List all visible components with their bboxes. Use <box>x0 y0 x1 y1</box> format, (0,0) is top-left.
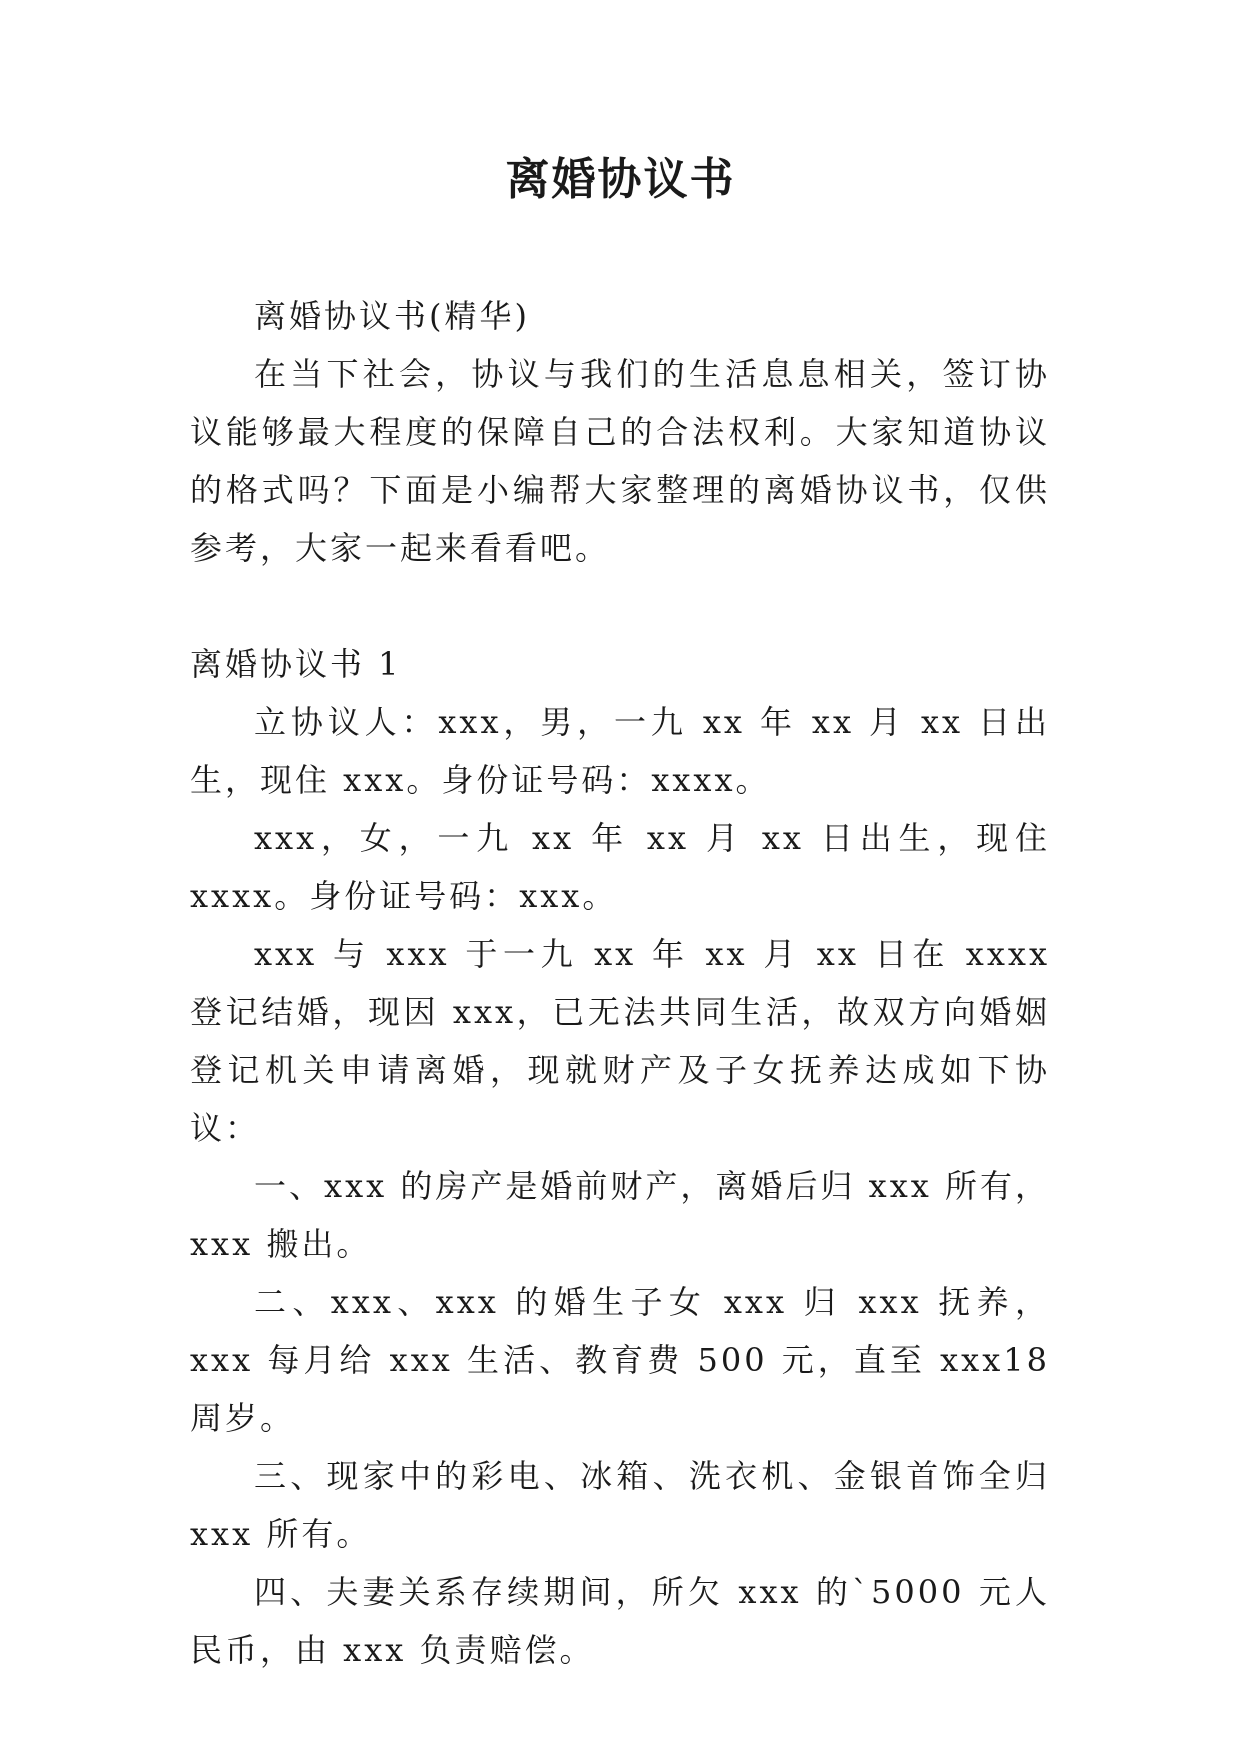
agreement-paragraph: xxx，女，一九 xx 年 xx 月 xx 日出生，现住 xxxx。身份证号码：xxx。 <box>190 819 1050 915</box>
agreement-clause: 四、夫妻关系存续期间，所欠 xxx 的`5000 元人民币，由 xxx 负责赔偿。 <box>190 1573 1050 1669</box>
document-title: 离婚协议书 <box>505 154 736 205</box>
agreement-clause: 二、xxx、xxx 的婚生子女 xxx 归 xxx 抚养，xxx 每月给 xxx 生活、教育费 500 元，直至 xxx18 周岁。 <box>190 1283 1050 1437</box>
section-spacer <box>190 577 1050 635</box>
agreement-clause: 一、xxx 的房产是婚前财产，离婚后归 xxx 所有，xxx 搬出。 <box>190 1167 1050 1263</box>
document-body <box>190 287 1050 1679</box>
document-subtitle: 离婚协议书(精华) <box>254 297 530 335</box>
section-heading: 离婚协议书 1 <box>190 645 402 683</box>
agreement-paragraph: xxx 与 xxx 于一九 xx 年 xx 月 xx 日在 xxxx 登记结婚，现因 xxx，已无法共同生活，故双方向婚姻登记机关申请离婚，现就财产及子女抚养达成如下协议： <box>190 935 1050 1147</box>
intro-paragraph: 在当下社会，协议与我们的生活息息相关，签订协议能够最大程度的保障自己的合法权利。大家知道协议的格式吗？下面是小编帮大家整理的离婚协议书，仅供参考，大家一起来看看吧。 <box>190 355 1050 567</box>
agreement-paragraph: 立协议人：xxx，男，一九 xx 年 xx 月 xx 日出生，现住 xxx。身份证号码：xxxx。 <box>190 703 1050 799</box>
agreement-clause: 三、现家中的彩电、冰箱、洗衣机、金银首饰全归 xxx 所有。 <box>190 1457 1050 1553</box>
